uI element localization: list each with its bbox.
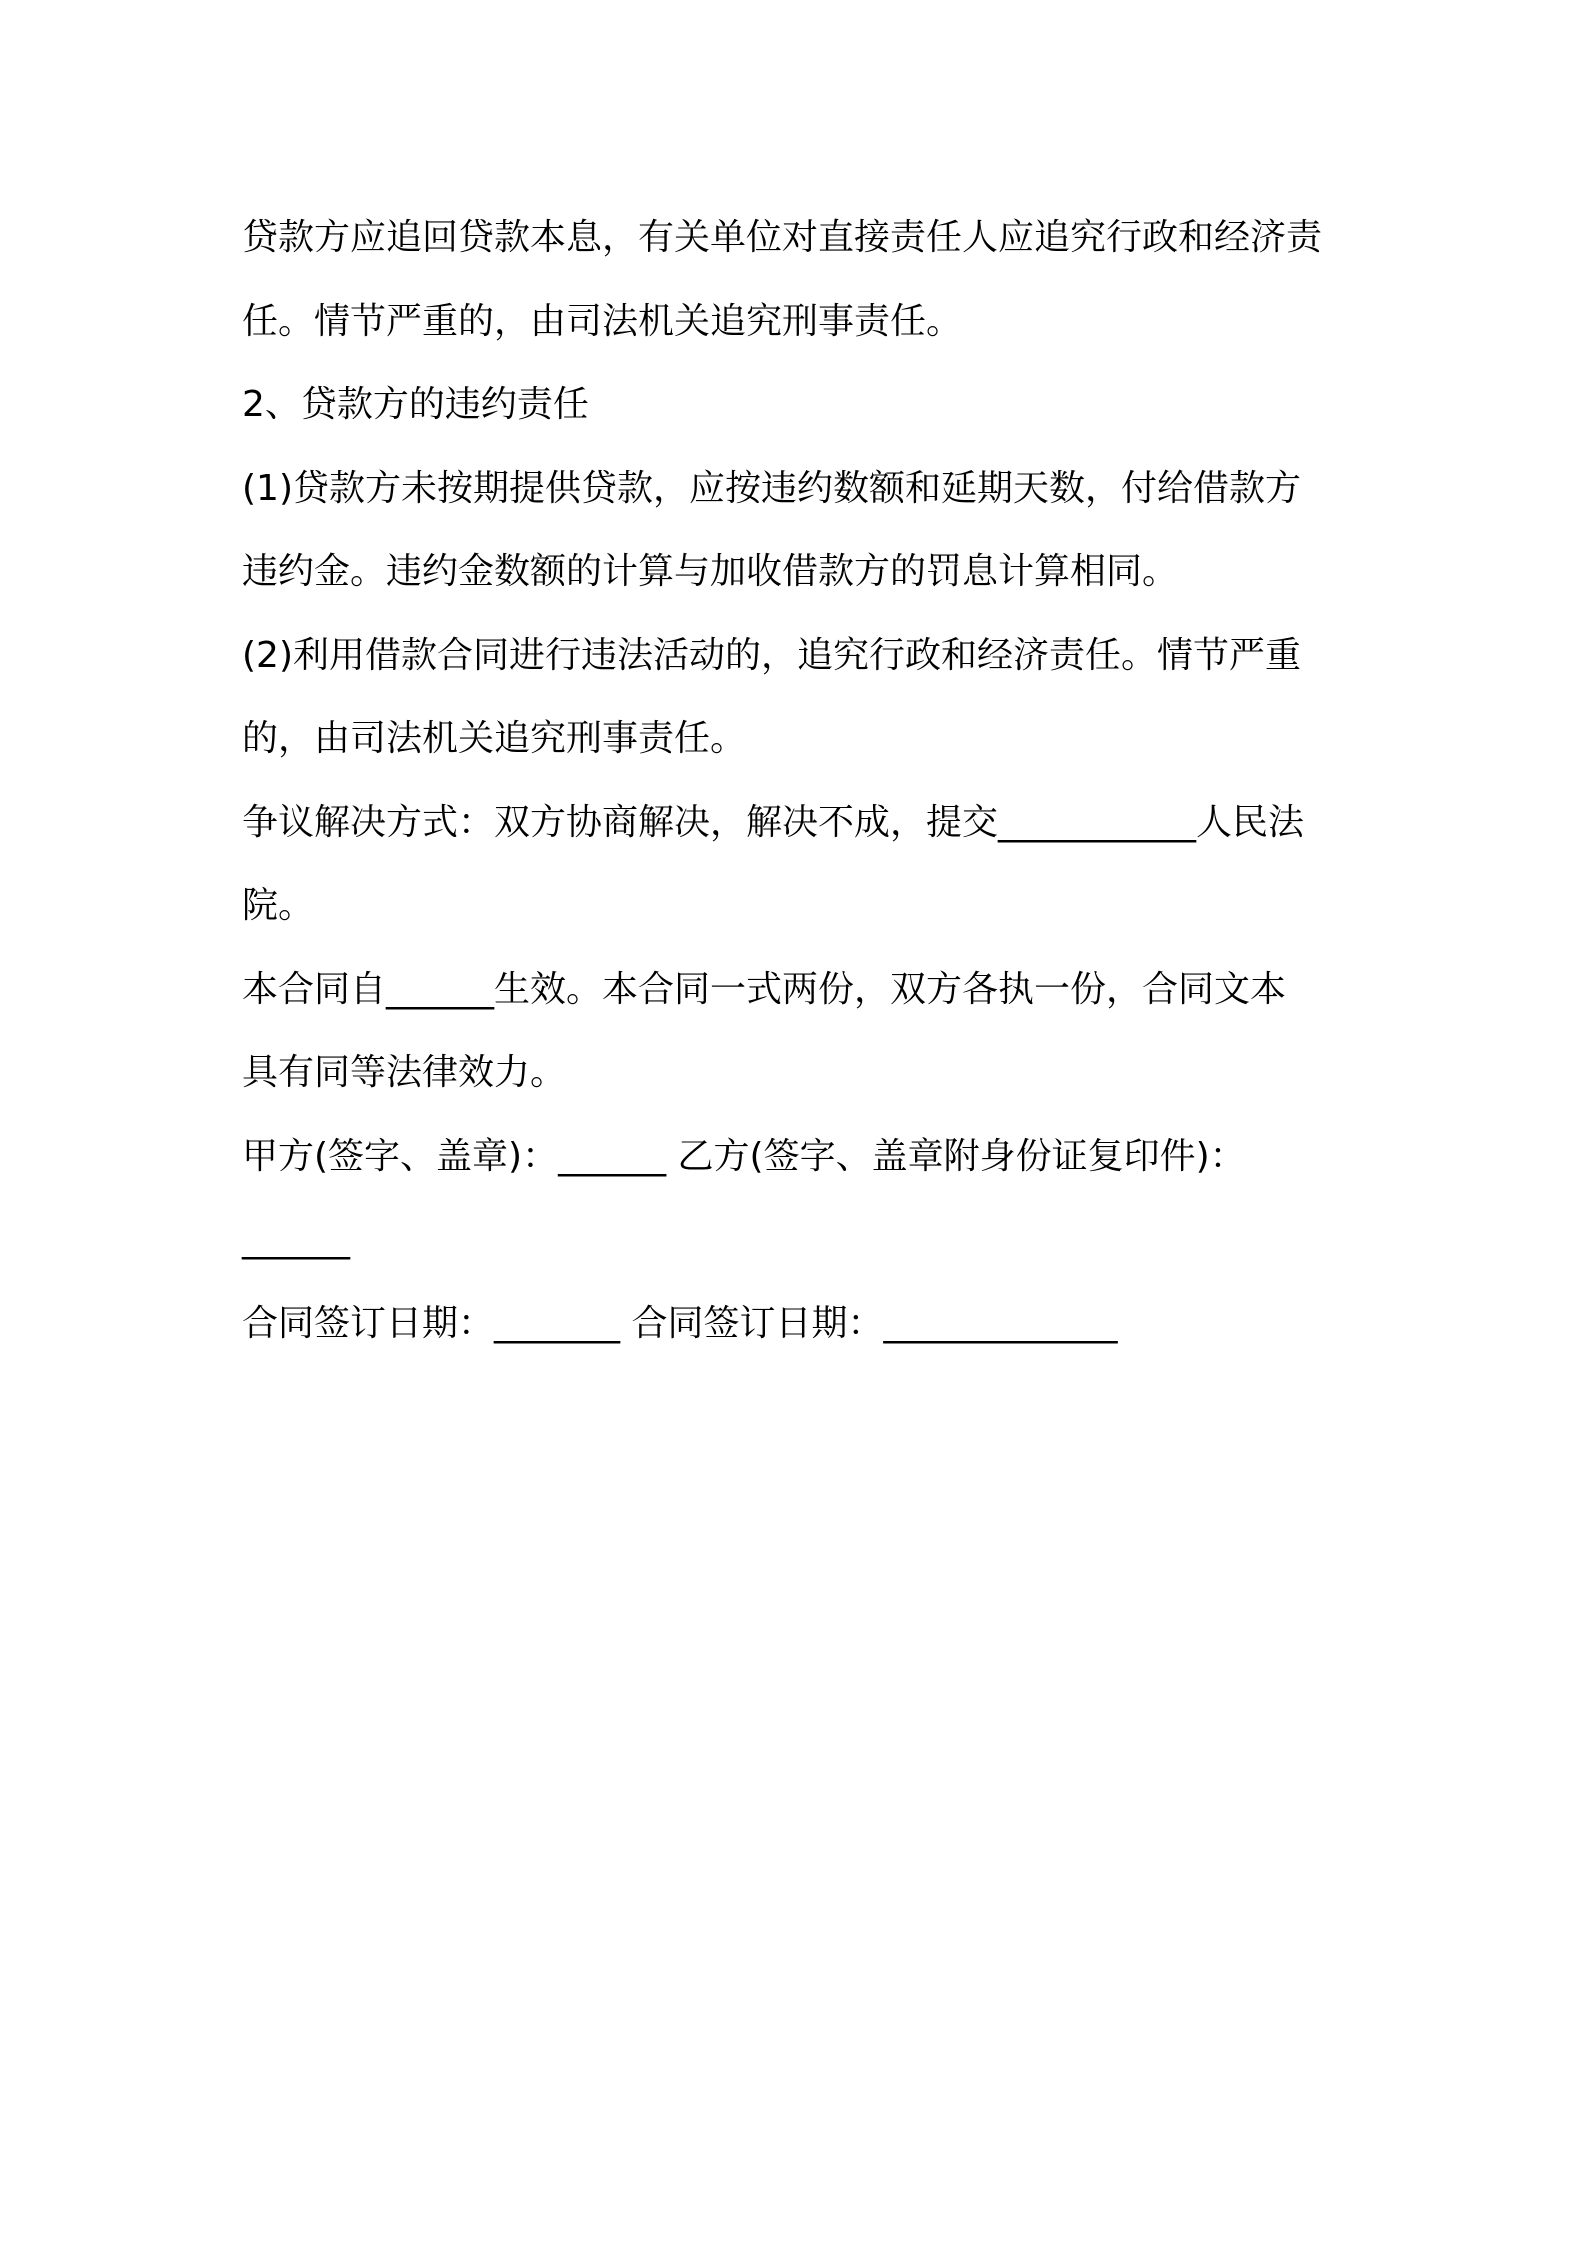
text-line: 院。 bbox=[242, 885, 315, 926]
text-line: 违约金。违约金数额的计算与加收借款方的罚息计算相同。 bbox=[242, 551, 1179, 592]
text-line: 具有同等法律效力。 bbox=[242, 1052, 567, 1093]
text-line: (2)利用借款合同进行违法活动的，追究行政和经济责任。情节严重 bbox=[242, 634, 1301, 676]
effective-date-line: 本合同自______生效。本合同一式两份，双方各执一份，合同文本 bbox=[242, 968, 1287, 1010]
text-line: 的，由司法机关追究刑事责任。 bbox=[242, 718, 747, 759]
text-line: 任。情节严重的，由司法机关追究刑事责任。 bbox=[242, 300, 963, 342]
text-line: (1)贷款方未按期提供贷款，应按违约数额和延期天数，付给借款方 bbox=[242, 467, 1301, 509]
text-line: 贷款方应追回贷款本息，有关单位对直接责任人应追究行政和经济责 bbox=[242, 217, 1323, 258]
document-body bbox=[242, 196, 1362, 1365]
signing-date-line: 合同签订日期：_______ 合同签订日期：_____________ bbox=[242, 1302, 1118, 1344]
section-heading: 2、贷款方的违约责任 bbox=[242, 384, 589, 425]
dispute-resolution-line: 争议解决方式：双方协商解决，解决不成，提交___________人民法 bbox=[242, 801, 1305, 843]
signature-blank: ______ bbox=[242, 1219, 350, 1260]
signature-line: 甲方(签字、盖章)：______ 乙方(签字、盖章附身份证复印件)： bbox=[242, 1135, 1246, 1177]
